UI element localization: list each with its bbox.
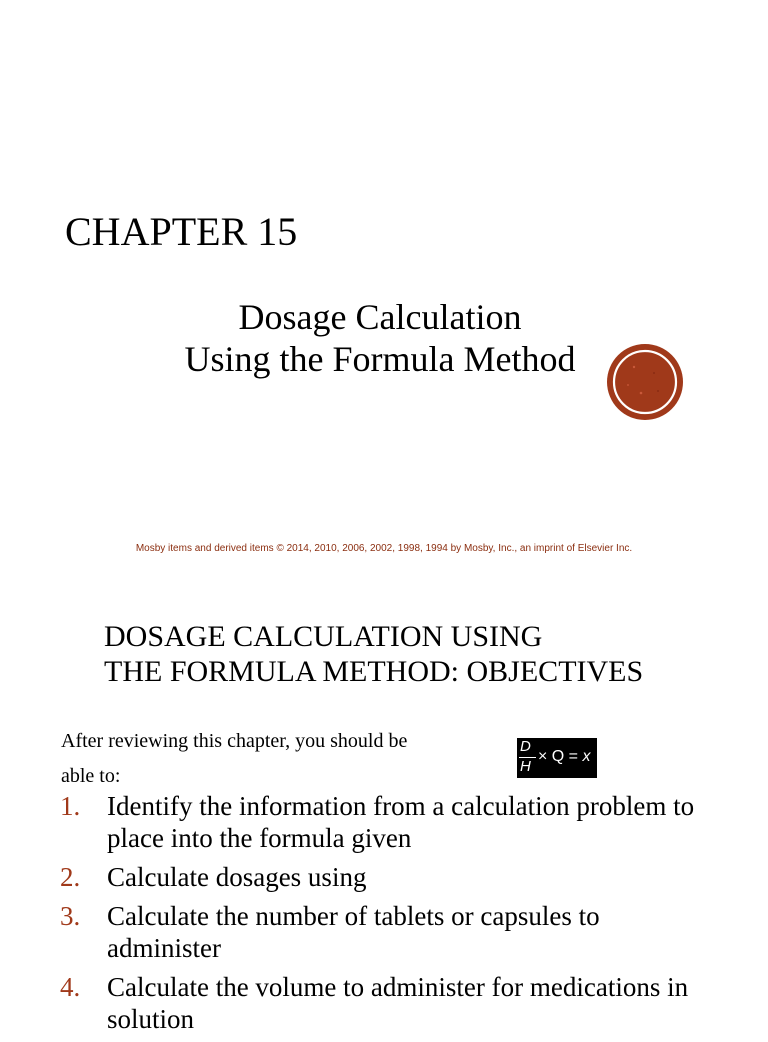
objective-number: 1. <box>60 791 81 821</box>
objectives-heading-line-2: THE FORMULA METHOD: OBJECTIVES <box>104 655 644 688</box>
intro-line-2: able to: <box>61 765 121 787</box>
chapter-subtitle <box>160 296 600 380</box>
objectives-heading-line-1: DOSAGE CALCULATION USING <box>104 620 543 653</box>
formula-image <box>517 738 597 778</box>
decorative-circle-icon <box>606 343 684 421</box>
formula-numerator: D <box>520 738 531 755</box>
intro-line-1: After reviewing this chapter, you should be <box>61 730 408 752</box>
subtitle-line-1: Dosage Calculation <box>238 297 522 337</box>
objective-number: 3. <box>60 901 81 931</box>
objective-item <box>60 861 700 893</box>
objective-item <box>60 971 700 1035</box>
intro-text <box>61 724 461 794</box>
objective-text: Calculate the number of tablets or capsules to administer <box>107 901 600 963</box>
chapter-title: CHAPTER 15 <box>65 209 298 254</box>
formula-operators: × Q = <box>538 748 583 765</box>
formula-expression <box>538 748 590 766</box>
formula-result: x <box>582 748 591 765</box>
objective-number: 2. <box>60 862 81 892</box>
subtitle-line-2: Using the Formula Method <box>184 339 576 379</box>
objective-item <box>60 790 700 854</box>
copyright-notice: Mosby items and derived items © 2014, 2010, 2006, 2002, 1998, 1994 by Mosby, Inc., an imprint of Elsevier Inc. <box>135 543 633 554</box>
objectives-slide <box>0 576 768 1034</box>
objectives-heading <box>104 619 643 689</box>
objective-item <box>60 900 700 964</box>
objective-text: Calculate dosages using <box>107 862 367 892</box>
objective-text: Identify the information from a calculation problem to place into the formula given <box>107 791 695 853</box>
objective-text: Calculate the volume to administer for medications in solution <box>107 972 689 1034</box>
objective-number: 4. <box>60 972 81 1002</box>
objectives-list <box>60 790 700 1042</box>
formula-denominator: H <box>520 758 531 775</box>
